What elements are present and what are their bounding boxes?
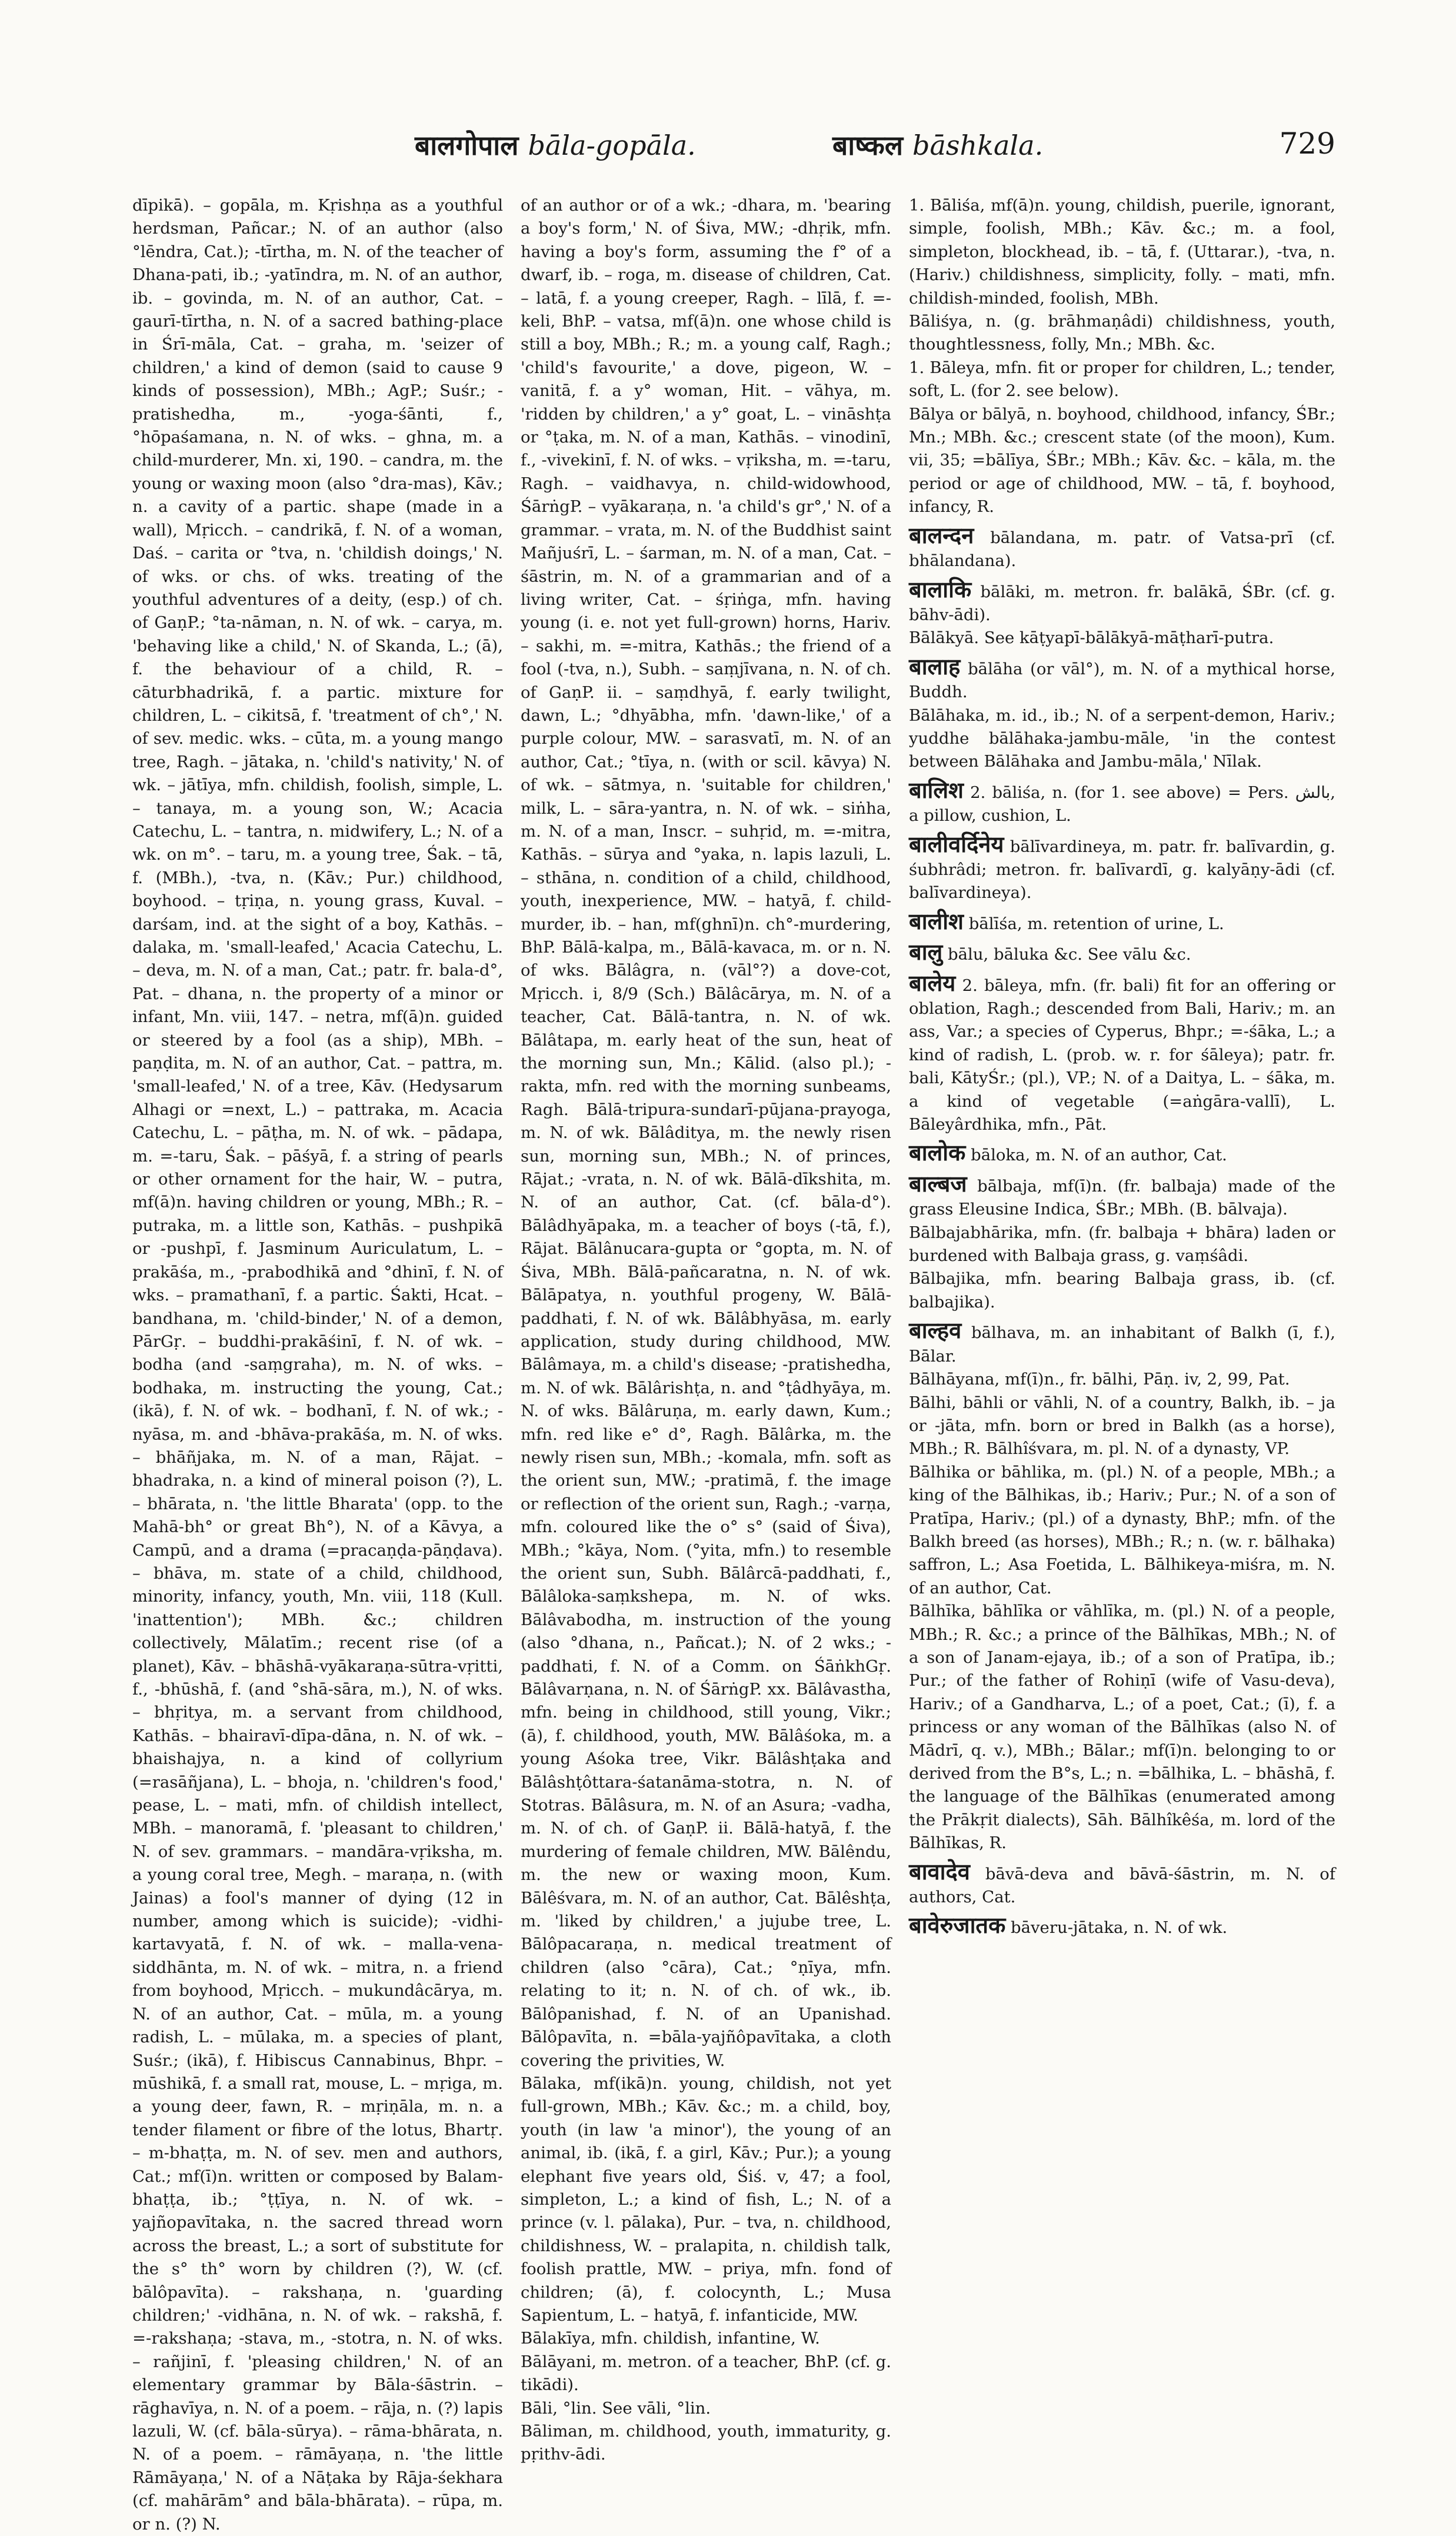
devanagari-headword: बालोक <box>909 1139 966 1166</box>
devanagari-headword: बालन्दन <box>909 521 974 548</box>
dictionary-entry: बालिश 2. bāliśa, n. (for 1. see above) = Pers. بالش, a pillow, cushion, L. <box>909 776 1335 826</box>
header-left-devanagari: बालगोपाल <box>415 129 519 161</box>
dictionary-entry: बाल्बज bālbaja, mf(ī)n. (fr. balbaja) made of the grass Eleusine Indica, ŚBr.; MBh. (B. bālvaja). <box>909 1170 1335 1219</box>
dictionary-entry: Bālya or bālyā, n. boyhood, childhood, infancy, ŚBr.; Mn.; MBh. &c.; crescent state (of the moon), Kum. vii, 35; =bālīya, ŚBr.; MBh.; Kāv. &c. – kāla, m. the period or age of childhood, MW. – tā, f. boyhood, infancy, R. <box>909 404 1335 517</box>
dictionary-entry: Bālāhaka, m. id., ib.; N. of a serpent-demon, Hariv.; yuddhe bālāhaka-jambu-māle, 'in the contest between Bālāhaka and Jambu-māla,' Nīlak. <box>909 705 1335 771</box>
dictionary-entry: Bālbajika, mfn. bearing Balbaja grass, ib. (cf. balbajika). <box>909 1269 1335 1312</box>
devanagari-headword: बावादेव <box>909 1858 970 1885</box>
devanagari-headword: बालिश <box>909 776 964 803</box>
devanagari-headword: बाल्बज <box>909 1170 967 1197</box>
devanagari-headword: बालीवर्दिनेय <box>909 830 1004 857</box>
header-middle-devanagari: बाष्कल <box>832 129 904 161</box>
dictionary-entry: Bālakīya, mfn. childish, infantine, W. <box>521 2329 820 2348</box>
column-2 <box>521 194 892 2464</box>
column-3 <box>909 194 1335 2024</box>
page-number: 729 <box>1279 127 1335 161</box>
dictionary-entry: बालन्दन bālandana, m. patr. of Vatsa-prī (cf. bhālandana). <box>909 521 1335 571</box>
column-1 <box>132 194 503 2534</box>
page-header <box>132 127 1335 179</box>
dictionary-entry: Bāli, °lin. See vāli, °lin. <box>521 2398 711 2418</box>
devanagari-headword: बावेरुजातक <box>909 1912 1006 1939</box>
devanagari-headword: बालाह <box>909 653 961 680</box>
dictionary-entry: dīpikā). – gopāla, m. Kṛishṇa as a youthful herdsman, Pañcar.; N. of an author (also °lēndra, Cat.); -tīrtha, m. N. of the teacher of Dhana-pati, ib.; -yatīndra, m. N. of an author, ib. – govinda, m. N. of an author, Cat. – gaurī-tīrtha, n. N. of a sacred bathing-place in Śrī-māla, Cat. – graha, m. 'seizer of children,' a kind of demon (said to cause 9 kinds of possession), MBh.; AgP.; Suśr.; -pratishedha, m., -yoga-śānti, f., °hōpaśamana, n. N. of wks. – ghna, m. a child-murderer, Mn. xi, 190. – candra, m. the young or waxing moon (also °dra-mas), Kāv.; n. a cavity of a partic. shape (made in a wall), Mṛicch. – candrikā, f. N. of a woman, Daś. – carita or °tva, n. 'childish doings,' N. of wks. or chs. of wks. treating of the youthful adventures of a deity, (esp.) of ch. of GaṇP.; °ta-nāman, n. N. of wk. – carya, m. 'behaving like a child,' N. of Skanda, L.; (ā), f. the behaviour of a child, R. – cāturbhadrikā, f. a partic. mixture for children, L. – cikitsā, f. 'treatment of ch°,' N. of sev. medic. wks. – cūta, m. a young mango tree, Ragh. – jātaka, n. 'child's nativity,' N. of wk. – jātīya, mfn. childish, foolish, simple, L. – tanaya, m. a young son, W.; Acacia Catechu, L. – tantra, n. midwifery, L.; N. of a wk. on m°. – taru, m. a young tree, Śak. – tā, f. (MBh.), -tva, n. (Kāv.; Pur.) childhood, boyhood. – tṛiṇa, n. young grass, Kuval. – darśam, ind. at the sight of a boy, Kathās. – dalaka, m. 'small-leafed,' Acacia Catechu, L. – deva, m. N. of a man, Cat.; patr. fr. bala-d°, Pat. – dhana, n. the property of a minor or infant, Mn. viii, 147. – netra, mf(ā)n. guided or steered by a fool (as a ship), MBh. – paṇḍita, m. N. of an author, Cat. – pattra, m. 'small-leafed,' N. of a tree, Kāv. (Hedysarum Alhagi or =next, L.) – pattraka, m. Acacia Catechu, L. – pāṭha, m. N. of wk. – pādapa, m. =-taru, Śak. – pāśyā, f. a string of pearls or other ornament for the hair, W. – putra, mf(ā)n. having children or young, MBh.; R. – putraka, m. a little son, Kathās. – pushpikā or -pushpī, f. Jasminum Auriculatum, L. – prakāśa, m., -prabodhikā and °dhinī, f. N. of wks. – pramathanī, f. a partic. Śakti, Hcat. – bandhana, m. 'child-binder,' N. of a demon, PārGṛ. – buddhi-prakāśinī, f. N. of wk. – bodha (and -saṃgraha), m. N. of wks. – bodhaka, m. instructing the young, Cat.; (ikā), f. N. of wk. – bodhanī, f. N. of wk.; -nyāsa, m. and -bhāva-prakāśa, m. N. of wks. – bhāñjaka, m. N. of a man, Rājat. – bhadraka, n. a kind of mineral poison (?), L. – bhārata, n. 'the little Bharata' (opp. to the Mahā-bh° or great Bh°), N. of a Kāvya, a Campū, and a drama (=pracaṇḍa-pāṇḍava). – bhāva, m. state of a child, childhood, minority, infancy, youth, Mn. viii, 118 (Kull. 'inattention'); MBh. &c.; children collectively, Mālatīm.; recent rise (of a planet), Kāv. – bhāshā-vyākaraṇa-sūtra-vṛitti, f., -bhūshā, f. (and °shā-sāra, m.), N. of wks. – bhṛitya, m. a servant from childhood, Kathās. – bhairavī-dīpa-dāna, n. N. of wk. – bhaishajya, n. a kind of collyrium (=rasāñjana), L. – bhoja, n. 'children's food,' pease, L. – mati, mfn. of childish intellect, MBh. – manoramā, f. 'pleasant to children,' N. of sev. grammars. – mandāra-vṛiksha, m. a young coral tree, Megh. – maraṇa, n. (with Jainas) a fool's manner of dying (12 in number, among which is suicide); -vidhi-kartavyatā, f. N. of wk. – malla-vena-siddhānta, m. N. of wk. – mitra, n. a friend from boyhood, Mṛicch. – mukundâcārya, m. N. of an author, Cat. – mūla, m. a young radish, L. – mūlaka, m. a species of plant, Suśr.; (ikā), f. Hibiscus Cannabinus, Bhpr. – mūshikā, f. a small rat, mouse, L. – mṛiga, m. a young deer, fawn, R. – mṛiṇāla, m. n. a tender filament or fibre of the lotus, Bhartṛ. – m-bhaṭṭa, m. N. of sev. men and authors, Cat.; mf(ī)n. written or composed by Balam-bhaṭṭa, ib.; °ṭṭīya, n. N. of wk. – yajñopavītaka, n. the sacred thread worn across the breast, L.; a sort of substitute for the s° th° worn by children (?), W. (cf. bālôpavīta). – rakshaṇa, n. 'guarding children;' -vidhāna, n. N. of wk. – rakshā, f. =-rakshaṇa; -stava, m., -stotra, n. N. of wks. – rañjinī, f. 'pleasing children,' N. of an elementary grammar by Bāla-śāstrin. – rāghavīya, n. N. of a poem. – rāja, n. (?) lapis lazuli, W. (cf. bāla-sūrya). – rāma-bhārata, n. N. of a poem. – rāmāyaṇa, n. 'the little Rāmāyaṇa,' N. of a Nāṭaka by Rāja-śekhara (cf. mahārām° and bāla-bhārata). – rūpa, m. or n. (?) N. <box>132 196 503 2534</box>
dictionary-entry: बालेय 2. bāleya, mfn. (fr. bali) fit for an offering or oblation, Ragh.; descended from Bali, Hariv.; m. an ass, Var.; a species of Cyperus, Bhpr.; =-śāka, L.; a kind of radish, L. (prob. w. r. for śāleya); patr. fr. bali, KātyŚr.; (pl.), VP.; N. of a Daitya, L. – śāka, m. a kind of vegetable (=aṅgāra-vallī), L. Bāleyârdhika, mfn., Pāt. <box>909 969 1335 1134</box>
header-middle-headword <box>832 127 1043 163</box>
dictionary-entry: बालोक bāloka, m. N. of an author, Cat. <box>909 1139 1227 1166</box>
devanagari-headword: बालु <box>909 938 943 966</box>
dictionary-entry: Bālbajabhārika, mfn. (fr. balbaja + bhāra) laden or burdened with Balbaja grass, g. vaṃśâdi. <box>909 1223 1335 1266</box>
dictionary-entry: Bālākyā. See kāṭyapī-bālākyā-māṭharī-putra. <box>909 628 1274 648</box>
header-middle-translit: bāshkala. <box>912 129 1044 161</box>
dictionary-entry: Bālhi, bāhli or vāhli, N. of a country, Balkh, ib. – ja or -jāta, mfn. born or bred in Balkh (as a horse), MBh.; R. Bālhîśvara, m. pl. N. of a dynasty, VP. <box>909 1393 1335 1459</box>
devanagari-headword: बालेय <box>909 969 956 996</box>
dictionary-entry: बालाकि bālāki, m. metron. fr. balākā, ŚBr. (cf. g. bāhv-ādi). <box>909 575 1335 624</box>
dictionary-entry: Bālhāyana, mf(ī)n., fr. bālhi, Pāṇ. iv, 2, 99, Pat. <box>909 1370 1290 1389</box>
devanagari-headword: बाल्हव <box>909 1317 962 1344</box>
dictionary-entry: Bālhika or bāhlika, m. (pl.) N. of a people, MBh.; a king of the Bālhikas, ib.; Hariv.; Pur.; N. of a son of Pratīpa, Hariv.; (pl.) of a dynasty, BhP.; mfn. of the Balkh breed (as horses), MBh.; R.; n. (w. r. bālhaka) saffron, L.; Asa Foetida, L. Bālhikeya-miśra, m. N. of an author, Cat. <box>909 1462 1335 1598</box>
dictionary-entry: Bālhīka, bāhlīka or vāhlīka, m. (pl.) N. of a people, MBh.; R. &c.; a prince of the Bālhīkas, MBh.; N. of a son of Janam-ejaya, ib.; of a son of Pratīpa, ib.; Pur.; of the father of Rohiṇī (wife of Vasu-deva), Hariv.; of a Gandharva, L.; of a poet, Cat.; (ī), f. a princess or any woman of the Bālhīkas (also N. of Mādrī, q. v.), MBh.; Bālar.; mf(ī)n. belonging to or derived from the B°s, L.; n. =bālhika, L. – bhāshā, f. the language of the Bālhīkas (enumerated among the Prākṛit dialects), Sāh. Bālhîkêśa, m. lord of the Bālhīkas, R. <box>909 1602 1335 1853</box>
dictionary-entry: बालीश bālīśa, m. retention of urine, L. <box>909 907 1224 934</box>
dictionary-entry: बालु bālu, bāluka &c. See vālu &c. <box>909 938 1191 966</box>
dictionary-entry: Bālāyani, m. metron. of a teacher, BhP. (cf. g. tikādi). <box>521 2352 891 2395</box>
header-left-headword <box>415 127 696 163</box>
devanagari-headword: बालीश <box>909 907 964 934</box>
header-left-translit: bāla-gopāla. <box>528 129 696 161</box>
dictionary-entry: of an author or of a wk.; -dhara, m. 'bearing a boy's form,' N. of Śiva, MW.; -dhṛik, mfn. having a boy's form, assuming the f° of a dwarf, ib. – roga, m. disease of children, Cat. – latā, f. a young creeper, Ragh. – līlā, f. =-keli, BhP. – vatsa, mf(ā)n. one whose child is still a boy, MBh.; R.; m. a young calf, Ragh.; 'child's favourite,' a dove, pigeon, W. – vanitā, f. a y° woman, Hit. – vāhya, m. 'ridden by children,' a y° goat, L. – vināshṭa or °ṭaka, m. N. of a man, Kathās. – vinodinī, f., -vivekinī, f. N. of wks. – vṛiksha, m. =-taru, Ragh. – vaidhavya, n. child-widowhood, ŚārṅgP. – vyākaraṇa, n. 'a child's gr°,' N. of a grammar. – vrata, m. N. of the Buddhist saint Mañjuśrī, L. – śarman, m. N. of a man, Cat. – śāstrin, m. N. of a grammarian and of a living writer, Cat. – śṛiṅga, mfn. having young (i. e. not yet full-grown) horns, Hariv. – sakhi, m. =-mitra, Kathās.; the friend of a fool (-tva, n.), Subh. – saṃjīvana, n. N. of ch. of GaṇP. ii. – saṃdhyā, f. early twilight, dawn, L.; °dhyābha, mfn. 'dawn-like,' of a purple colour, MW. – sarasvatī, m. N. of an author, Cat.; °tīya, n. (with or scil. kāvya) N. of wk. – sātmya, n. 'suitable for children,' milk, L. – sāra-yantra, n. N. of wk. – siṅha, m. N. of a man, Inscr. – suhṛid, m. =-mitra, Kathās. – sūrya and °yaka, n. lapis lazuli, L. – sthāna, n. condition of a child, childhood, youth, inexperience, MW. – hatyā, f. child-murder, ib. – han, mf(ghnī)n. ch°-murdering, BhP. Bālā-kalpa, m., Bālā-kavaca, m. or n. N. of wks. Bālâgra, n. (vāl°?) a dove-cot, Mṛicch. i, 8/9 (Sch.) Bālâcārya, m. N. of a teacher, Cat. Bālā-tantra, n. N. of wk. Bālâtapa, m. early heat of the sun, heat of the morning sun, Mn.; Kālid. (also pl.); -rakta, mfn. red with the morning sunbeams, Ragh. Bālā-tripura-sundarī-pūjana-prayoga, m. N. of wk. Bālâditya, m. the newly risen sun, morning sun, MBh.; N. of princes, Rājat.; -vrata, n. N. of wk. Bālā-dīkshita, m. N. of an author, Cat. (cf. bāla-d°). Bālâdhyāpaka, m. a teacher of boys (-tā, f.), Rājat. Bālânucara-gupta or °gopta, m. N. of Śiva, MBh. Bālā-pañcaratna, n. N. of wk. Bālāpatya, n. youthful progeny, W. Bālā-paddhati, f. N. of wk. Bālâbhyāsa, m. early application, study during childhood, MW. Bālâmaya, m. a child's disease; -pratishedha, m. N. of wk. Bālârishṭa, n. and °ṭâdhyāya, m. N. of wks. Bālâruṇa, m. early dawn, Kum.; mfn. red like e° d°, Ragh. Bālârka, m. the newly risen sun, MBh.; -komala, mfn. soft as the orient sun, MW.; -pratimā, f. the image or reflection of the orient sun, Ragh.; -varṇa, mfn. coloured like the o° s° (said of Śiva), MBh.; °kāya, Nom. (°yita, mfn.) to resemble the orient sun, Subh. Bālârcā-paddhati, f., Bālâloka-saṃkshepa, m. N. of wks. Bālâvabodha, m. instruction of the young (also °dhana, n., Pañcat.); N. of 2 wks.; -paddhati, f. N. of a Comm. on ŚāṅkhGṛ. Bālâvarṇana, n. N. of ŚārṅgP. xx. Bālâvastha, mfn. being in childhood, still young, Vikr.; (ā), f. childhood, youth, MW. Bālâśoka, m. a young Aśoka tree, Vikr. Bālâshṭaka and Bālâshṭôttara-śatanāma-stotra, n. N. of Stotras. Bālâsura, m. N. of an Asura; -vadha, m. N. of ch. of GaṇP. ii. Bālā-hatyā, f. the murdering of female children, MW. Bālêndu, m. the new or waxing moon, Kum. Bālêśvara, m. N. of an author, Cat. Bālêshṭa, m. 'liked by children,' a jujube tree, L. Bālôpacaraṇa, n. medical treatment of children (also °cāra), Cat.; °ṇīya, mfn. relating to it; n. N. of ch. of wk., ib. Bālôpanishad, f. N. of an Upanishad. Bālôpavīta, n. =bāla-yajñôpavītaka, a cloth covering the privities, W. <box>521 196 892 2070</box>
dictionary-entry: 1. Bāleya, mfn. fit or proper for children, L.; tender, soft, L. (for 2. see below). <box>909 358 1335 401</box>
dictionary-entry: Bāliśya, n. (g. brāhmaṇâdi) childishness, youth, thoughtlessness, folly, Mn.; MBh. &c. <box>909 312 1335 354</box>
devanagari-headword: बालाकि <box>909 575 972 603</box>
dictionary-entry: बालाह bālāha (or vāl°), m. N. of a mythical horse, Buddh. <box>909 653 1335 702</box>
dictionary-entry: बावेरुजातक bāveru-jātaka, n. N. of wk. <box>909 1912 1228 1939</box>
dictionary-entry: बावादेव bāvā-deva and bāvā-śāstrin, m. N. of authors, Cat. <box>909 1858 1335 1907</box>
dictionary-entry: बालीवर्दिनेय bālīvardineya, m. patr. fr. balīvardin, g. śubhrâdi; metron. fr. balīvardī, g. kalyāṇy-ādi (cf. balīvardineya). <box>909 830 1335 903</box>
dictionary-entry: Bālaka, mf(ikā)n. young, childish, not yet full-grown, MBh.; Kāv. &c.; m. a child, boy, youth (in law 'a minor'), the young of an animal, ib. (ikā, f. a girl, Kāv.; Pur.); a young elephant five years old, Śiś. v, 47; a fool, simpleton, L.; a kind of fish, L.; N. of a prince (v. l. pālaka), Pur. – tva, n. childhood, childishness, W. – pralapita, n. childish talk, foolish prattle, MW. – priya, mfn. fond of children; (ā), f. colocynth, L.; Musa Sapientum, L. – hatyā, f. infanticide, MW. <box>521 2074 891 2325</box>
dictionary-entry: 1. Bāliśa, mf(ā)n. young, childish, puerile, ignorant, simple, foolish, MBh.; Kāv. &c.; m. a fool, simpleton, blockhead, ib. – tā, f. (Uttarar.), -tva, n. (Hariv.) childishness, simplicity, folly. – mati, mfn. childish-minded, foolish, MBh. <box>909 196 1335 308</box>
dictionary-entry: Bāliman, m. childhood, youth, immaturity, g. pṛithv-ādi. <box>521 2422 891 2464</box>
dictionary-entry: बाल्हव bālhava, m. an inhabitant of Balkh (ī, f.), Bālar. <box>909 1317 1335 1366</box>
